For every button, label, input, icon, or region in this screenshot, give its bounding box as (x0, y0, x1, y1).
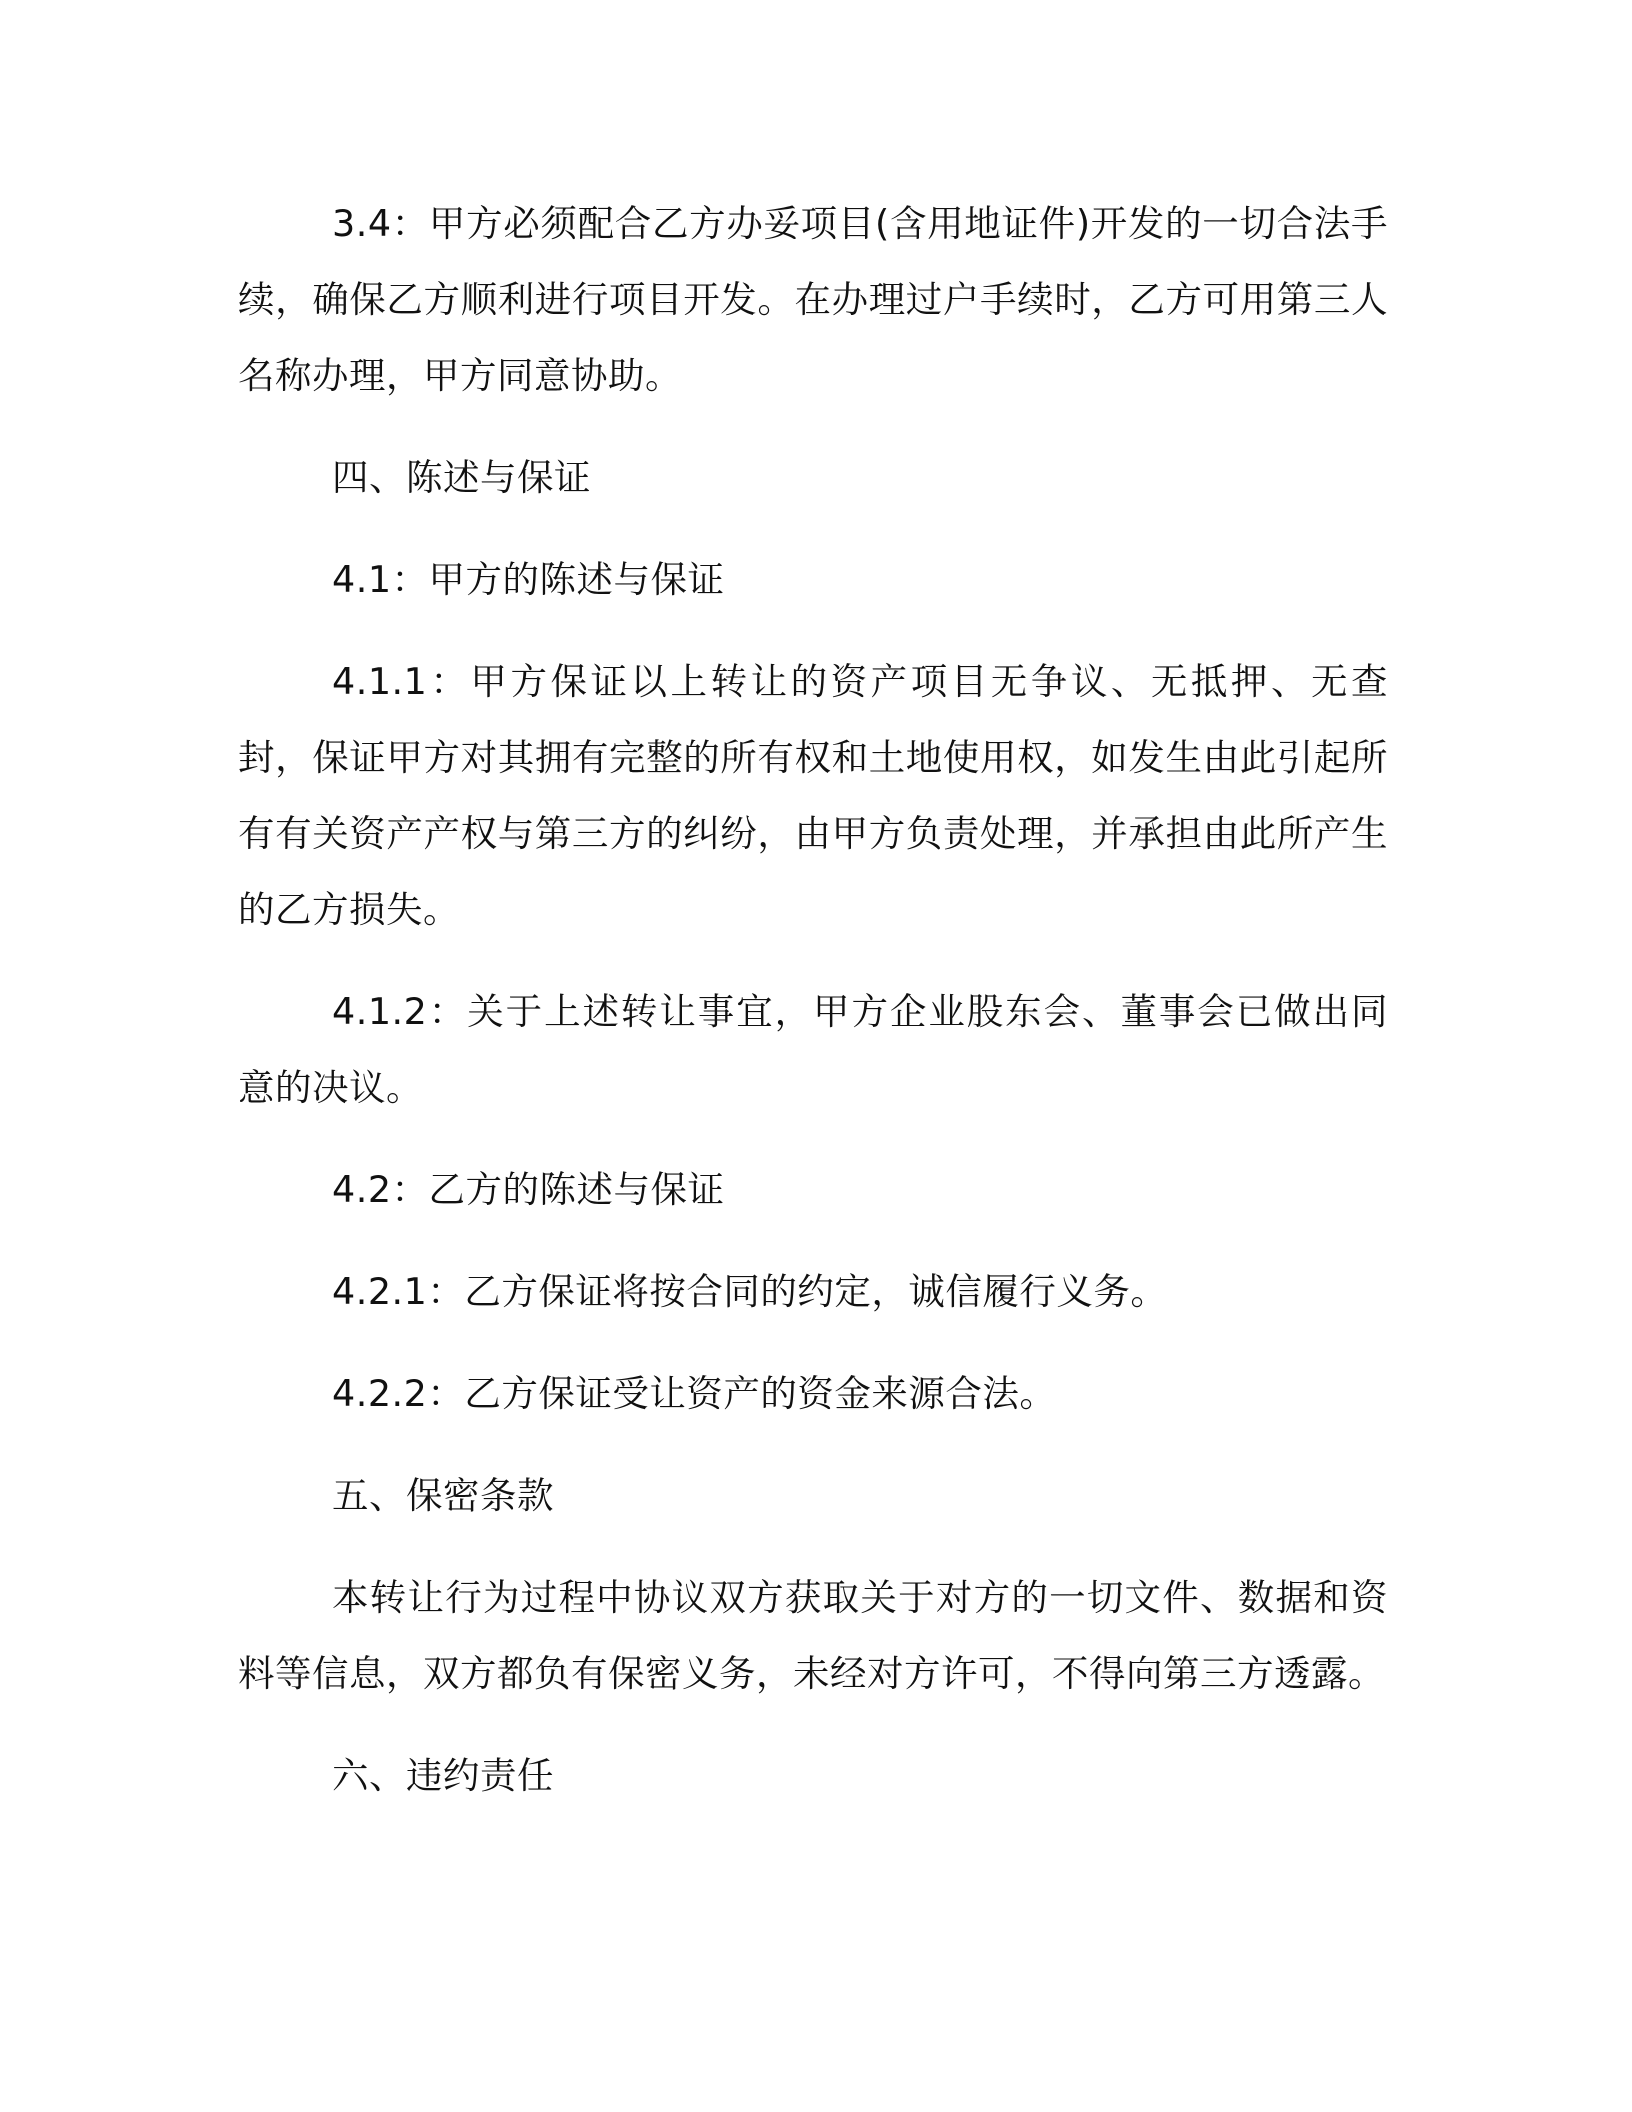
section-4-heading: 四、陈述与保证 (332, 456, 591, 499)
clause-4-2-1-paragraph: 4.2.1：乙方保证将按合同的约定，诚信履行义务。 (332, 1270, 1168, 1313)
clause-4-1-heading: 4.1：甲方的陈述与保证 (332, 558, 725, 601)
clause-4-1-1-paragraph: 4.1.1：甲方保证以上转让的资产项目无争议、无抵押、无查封，保证甲方对其拥有完整的所有权和土地使用权，如发生由此引起所有有关资产产权与第三方的纠纷，由甲方负责处理，并承担由此所产生的乙方损失。 (238, 660, 1388, 931)
section-5-heading: 五、保密条款 (332, 1474, 554, 1517)
confidentiality-paragraph: 本转让行为过程中协议双方获取关于对方的一切文件、数据和资料等信息，双方都负有保密义务，未经对方许可，不得向第三方透露。 (238, 1576, 1388, 1695)
clause-4-2-heading: 4.2：乙方的陈述与保证 (332, 1168, 725, 1211)
section-6-heading: 六、违约责任 (332, 1754, 554, 1797)
clause-3-4-paragraph: 3.4：甲方必须配合乙方办妥项目(含用地证件)开发的一切合法手续，确保乙方顺利进行项目开发。在办理过户手续时，乙方可用第三人名称办理，甲方同意协助。 (238, 202, 1388, 397)
clause-4-2-2-paragraph: 4.2.2：乙方保证受让资产的资金来源合法。 (332, 1372, 1057, 1415)
document-body (238, 186, 1388, 1840)
clause-4-1-2-paragraph: 4.1.2：关于上述转让事宜，甲方企业股东会、董事会已做出同意的决议。 (238, 990, 1388, 1109)
